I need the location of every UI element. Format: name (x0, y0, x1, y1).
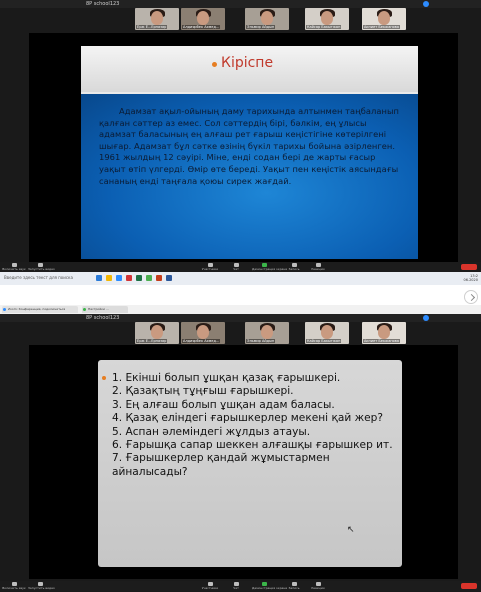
mouse-cursor-icon: ↖ (347, 525, 355, 535)
participant-tile[interactable] (305, 322, 349, 344)
bullet-icon (102, 376, 106, 380)
zoom-controls-bar (0, 262, 481, 272)
participants-button[interactable] (198, 581, 222, 591)
question-item: 5. Аспан әлеміндегі жұлдыз атауы. (112, 425, 311, 438)
bullet-icon (212, 62, 217, 67)
participant-strip (0, 8, 481, 30)
participant-face (151, 325, 163, 339)
question-item: 3. Ең алғаш болып ұшқан адам баласы. (112, 398, 335, 411)
participant-tile[interactable] (245, 8, 289, 30)
shared-screen (29, 345, 458, 579)
presentation-slide (98, 360, 402, 567)
participant-face (197, 11, 209, 25)
participant-name: Кайсар Бакытжан (307, 339, 341, 343)
question-item: 1. Екінші болып ұшқан қазақ ғарышкері. (112, 372, 341, 384)
participant-name: Акниет Бекжанова (364, 25, 399, 29)
browser-tab[interactable] (82, 306, 128, 313)
question-item: 6. Ғарышқа сапар шеккен алғашқы ғарышкер ит. (112, 439, 393, 452)
button-label: Запустить видео (28, 586, 55, 590)
participant-face (197, 325, 209, 339)
participant-tile[interactable] (362, 8, 406, 30)
taskbar-search[interactable]: Введите здесь текст для поиска (4, 275, 73, 280)
clock-date: 06.2020 (463, 278, 478, 282)
button-label: Участники (201, 586, 219, 590)
participant-name: Эльмир Айдын (247, 339, 275, 343)
end-meeting-button[interactable] (461, 264, 477, 270)
meeting-id: 8Р school123 (86, 1, 120, 7)
tab-label: Настройки ... (88, 307, 109, 311)
button-label: Включить звук (2, 586, 26, 590)
participant-name: Алдиярбек Ахмед... (183, 339, 220, 343)
word-icon[interactable] (166, 275, 172, 281)
share-screen-button[interactable] (252, 581, 288, 591)
button-label: Запись (288, 586, 300, 590)
zoom-top-bar (0, 0, 481, 8)
security-shield-icon[interactable] (423, 1, 429, 7)
zoom-controls-bar (0, 581, 481, 591)
participant-tile[interactable] (135, 8, 179, 30)
separator (0, 285, 481, 305)
next-chevron-icon[interactable] (464, 290, 478, 304)
record-button[interactable] (282, 262, 306, 272)
end-meeting-button[interactable] (461, 583, 477, 589)
task-view-icon[interactable] (96, 275, 102, 281)
button-label: Реакции (311, 267, 325, 271)
question-item: 7. Ғарышкерлер қандай жұмыстармен айналысады? (112, 452, 330, 478)
participant-face (261, 325, 273, 339)
participant-name: Ерж Е...Ерназар (137, 25, 167, 29)
browser-tab-bar (0, 305, 481, 314)
unmute-button[interactable] (2, 581, 26, 591)
tab-label: Zoom: Конференция, подключиться (8, 307, 66, 311)
participant-tile[interactable] (181, 322, 225, 344)
unmute-button[interactable] (2, 262, 26, 272)
start-video-button[interactable] (28, 262, 55, 272)
participant-tile[interactable] (362, 322, 406, 344)
windows-taskbar (0, 272, 481, 285)
settings-favicon-icon (83, 308, 86, 311)
powerpoint-icon[interactable] (156, 275, 162, 281)
slide-title: Кіріспе (221, 55, 274, 71)
participants-button[interactable] (198, 262, 222, 272)
zoom-screenshot-2 (0, 305, 481, 592)
button-label: Запустить видео (28, 267, 55, 271)
participant-name: Алдиярбек Ахмед... (183, 25, 220, 29)
reactions-button[interactable] (306, 581, 330, 591)
shared-screen (29, 33, 458, 262)
button-label: Демонстрация экрана (252, 267, 288, 271)
presentation-slide (81, 46, 418, 259)
zoom-screenshot-1 (0, 0, 481, 285)
question-item: 4. Қазақ еліндегі ғарышкерлер мекені қай жер? (112, 412, 384, 425)
question-item: 2. Қазақтың тұңғыш ғарышкері. (112, 385, 294, 398)
participant-name: Ерж Е...Ерназар (137, 339, 167, 343)
participant-face (321, 11, 333, 25)
participant-tile[interactable] (135, 322, 179, 344)
participant-tile[interactable] (181, 8, 225, 30)
start-video-button[interactable] (28, 581, 55, 591)
taskbar-clock (464, 274, 478, 282)
meeting-id: 8Р school123 (86, 315, 120, 321)
zoom-top-bar (0, 314, 481, 322)
slide-body-text: Адамзат ақыл-ойының даму тарихында алтынмен таңбаланып қалған сәттер аз емес. Сол сәттердің бірі, бәлкім, ең ұлысы адамзат баласының ең алғаш рет ғарыш кеңістігіне көтерілгені шығар. Адамзат бұл сәтке өзінің бүкіл тарихы бойына әзірленген. 1961 жылдың 12 сәуірі. Міне, енді содан бері де жарты ғасыр уақыт өтіп үлгерді. Өмір өте береді. Уақыт пен кеңістік аясындағы сананың енді таңғала қоюы сирек жағдай. (99, 106, 400, 186)
zoom-favicon-icon (3, 308, 6, 311)
app-icon[interactable] (126, 275, 132, 281)
button-label: Участники (201, 267, 219, 271)
button-label: Включить звук (2, 267, 26, 271)
reactions-button[interactable] (306, 262, 330, 272)
button-label: Чат (233, 586, 239, 590)
button-label: Демонстрация экрана (252, 586, 288, 590)
participant-face (321, 325, 333, 339)
button-label: Реакции (311, 586, 325, 590)
participant-tile[interactable] (245, 322, 289, 344)
participant-face (378, 11, 390, 25)
button-label: Чат (233, 267, 239, 271)
zoom-app-icon[interactable] (116, 275, 122, 281)
file-explorer-icon[interactable] (106, 275, 112, 281)
browser-tab[interactable] (2, 306, 78, 313)
share-screen-button[interactable] (252, 262, 288, 272)
question-list (108, 372, 398, 479)
participant-face (378, 325, 390, 339)
security-shield-icon[interactable] (423, 315, 429, 321)
chrome-icon[interactable] (146, 275, 152, 281)
chat-button[interactable] (224, 262, 248, 272)
participant-face (261, 11, 273, 25)
participant-face (151, 11, 163, 25)
participant-strip (0, 322, 481, 344)
chat-button[interactable] (224, 581, 248, 591)
participant-name: Акниет Бекжанова (364, 339, 399, 343)
participant-name: Эльмир Айдын (247, 25, 275, 29)
record-button[interactable] (282, 581, 306, 591)
app-icon[interactable] (136, 275, 142, 281)
participant-tile[interactable] (305, 8, 349, 30)
clock-time: 13:2 (470, 274, 478, 278)
button-label: Запись (288, 267, 300, 271)
participant-name: Кайсар Бакытжан (307, 25, 341, 29)
